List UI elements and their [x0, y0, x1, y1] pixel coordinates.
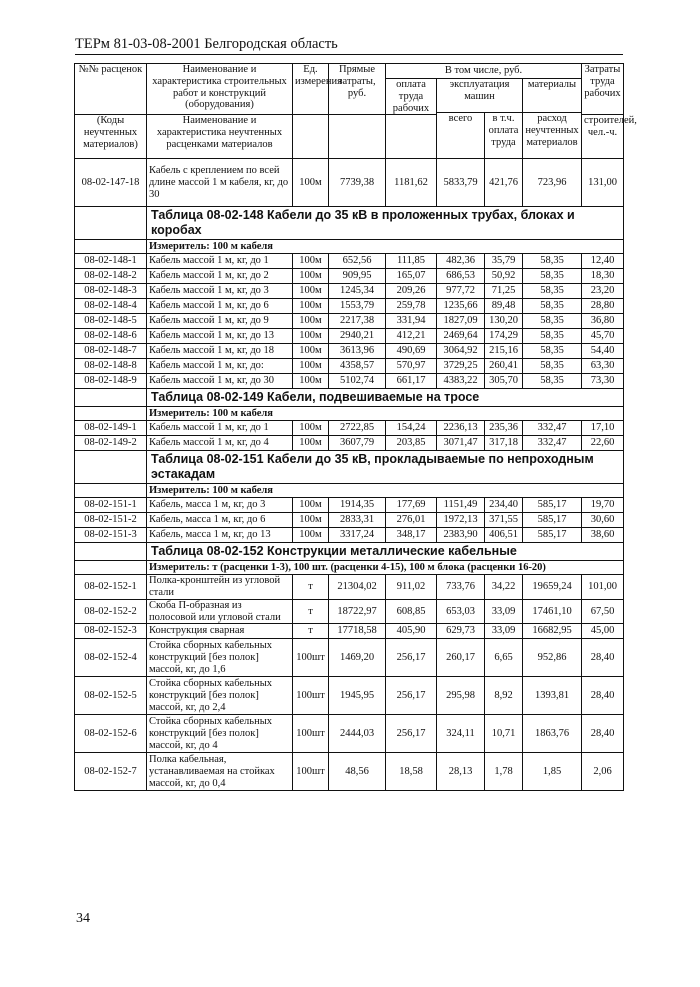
rate-code: 08-02-148-7	[75, 344, 147, 359]
direct-costs: 1945,95	[329, 677, 386, 715]
wages: 490,69	[386, 344, 437, 359]
unit: 100м	[293, 329, 329, 344]
direct-costs: 3607,79	[329, 436, 386, 451]
wages: 111,85	[386, 254, 437, 269]
machine-wages: 260,41	[485, 359, 523, 374]
work-name: Кабель массой 1 м, кг, до 1	[147, 254, 293, 269]
materials: 58,35	[523, 314, 582, 329]
machine-wages: 33,09	[485, 599, 523, 624]
materials: 952,86	[523, 639, 582, 677]
header-machine-wages: в т.ч. оплата труда	[485, 113, 523, 159]
measure-row	[75, 240, 624, 254]
unit: 100м	[293, 421, 329, 436]
machine-wages: 33,09	[485, 624, 523, 639]
machine-wages: 8,92	[485, 677, 523, 715]
work-name: Кабель массой 1 м, кг, до:	[147, 359, 293, 374]
work-name: Кабель массой 1 м, кг, до 13	[147, 329, 293, 344]
machine-wages: 35,79	[485, 254, 523, 269]
rate-code: 08-02-148-9	[75, 374, 147, 389]
rate-code: 08-02-151-2	[75, 513, 147, 528]
rate-code: 08-02-149-2	[75, 436, 147, 451]
unit: 100шт	[293, 715, 329, 753]
labor-costs: 36,80	[582, 314, 624, 329]
materials: 1393,81	[523, 677, 582, 715]
measure-text: Измеритель: т (расценки 1-3), 100 шт. (расценки 4-15), 100 м блока (расценки 16-20)	[147, 561, 624, 575]
table-row	[75, 715, 624, 753]
wages: 608,85	[386, 599, 437, 624]
section-title-blank	[75, 207, 147, 240]
materials: 1863,76	[523, 715, 582, 753]
direct-costs: 3613,96	[329, 344, 386, 359]
section-title: Таблица 08-02-148 Кабели до 35 кВ в проложенных трубах, блоках и коробах	[147, 207, 624, 240]
machine-wages: 317,18	[485, 436, 523, 451]
machine-costs: 482,36	[437, 254, 485, 269]
labor-costs: 28,40	[582, 715, 624, 753]
wages: 209,26	[386, 284, 437, 299]
table-row	[75, 639, 624, 677]
direct-costs: 909,95	[329, 269, 386, 284]
rate-code: 08-02-152-6	[75, 715, 147, 753]
table-row	[75, 599, 624, 624]
header-unit-blank	[293, 115, 329, 159]
measure-text: Измеритель: 100 м кабеля	[147, 484, 624, 498]
machine-costs: 1151,49	[437, 498, 485, 513]
table-row	[75, 677, 624, 715]
header-rule	[75, 54, 623, 55]
labor-costs: 131,00	[582, 159, 624, 207]
work-name: Стойка сборных кабельных конструкций [без полок] массой, кг, до 2,4	[147, 677, 293, 715]
rate-code: 08-02-148-8	[75, 359, 147, 374]
rate-code: 08-02-152-2	[75, 599, 147, 624]
work-name: Кабель массой 1 м, кг, до 6	[147, 299, 293, 314]
direct-costs: 2217,38	[329, 314, 386, 329]
direct-costs: 21304,02	[329, 575, 386, 600]
direct-costs: 652,56	[329, 254, 386, 269]
machine-wages: 305,70	[485, 374, 523, 389]
machine-costs: 324,11	[437, 715, 485, 753]
header-machine-total: всего	[437, 113, 485, 159]
work-name: Кабель, масса 1 м, кг, до 6	[147, 513, 293, 528]
price-table	[74, 63, 637, 791]
labor-costs: 73,30	[582, 374, 624, 389]
labor-costs: 12,40	[582, 254, 624, 269]
wages: 256,17	[386, 639, 437, 677]
section-title-blank	[75, 389, 147, 407]
unit: 100м	[293, 436, 329, 451]
section-title-row	[75, 207, 624, 240]
materials: 58,35	[523, 269, 582, 284]
rate-code: 08-02-148-1	[75, 254, 147, 269]
machine-wages: 371,55	[485, 513, 523, 528]
machine-wages: 421,76	[485, 159, 523, 207]
wages: 661,17	[386, 374, 437, 389]
direct-costs: 2444,03	[329, 715, 386, 753]
machine-costs: 653,03	[437, 599, 485, 624]
table-row	[75, 374, 624, 389]
wages: 570,97	[386, 359, 437, 374]
rate-code: 08-02-152-1	[75, 575, 147, 600]
labor-costs: 18,30	[582, 269, 624, 284]
section-title-row	[75, 389, 624, 407]
machine-costs: 3071,47	[437, 436, 485, 451]
unit: т	[293, 599, 329, 624]
machine-costs: 1972,13	[437, 513, 485, 528]
section-title-row	[75, 543, 624, 561]
labor-costs: 23,20	[582, 284, 624, 299]
labor-costs: 45,00	[582, 624, 624, 639]
work-name: Кабель массой 1 м, кг, до 1	[147, 421, 293, 436]
labor-costs: 19,70	[582, 498, 624, 513]
materials: 585,17	[523, 528, 582, 543]
unit: 100шт	[293, 639, 329, 677]
work-name: Кабель массой 1 м, кг, до 4	[147, 436, 293, 451]
direct-costs: 17718,58	[329, 624, 386, 639]
direct-costs: 3317,24	[329, 528, 386, 543]
work-name: Стойка сборных кабельных конструкций [без полок] массой, кг, до 4	[147, 715, 293, 753]
labor-costs: 17,10	[582, 421, 624, 436]
machine-costs: 2383,90	[437, 528, 485, 543]
table-row	[75, 314, 624, 329]
rate-code: 08-02-148-6	[75, 329, 147, 344]
machine-wages: 71,25	[485, 284, 523, 299]
table-row	[75, 284, 624, 299]
machine-wages: 34,22	[485, 575, 523, 600]
materials: 58,35	[523, 329, 582, 344]
direct-costs: 7739,38	[329, 159, 386, 207]
table-row	[75, 528, 624, 543]
table-row	[75, 575, 624, 600]
measure-blank	[75, 484, 147, 498]
machine-costs: 295,98	[437, 677, 485, 715]
machine-costs: 3064,92	[437, 344, 485, 359]
header-code: №№ расценок	[75, 64, 147, 115]
wages: 1181,62	[386, 159, 437, 207]
machine-wages: 130,20	[485, 314, 523, 329]
materials: 585,17	[523, 498, 582, 513]
unit: 100м	[293, 284, 329, 299]
materials: 332,47	[523, 436, 582, 451]
header-unit: Ед. измерения	[293, 64, 329, 115]
materials: 58,35	[523, 374, 582, 389]
machine-costs: 733,76	[437, 575, 485, 600]
header-labor: Затраты труда рабочих	[582, 64, 624, 115]
wages: 276,01	[386, 513, 437, 528]
table-row	[75, 359, 624, 374]
unit: 100м	[293, 498, 329, 513]
measure-row	[75, 561, 624, 575]
rate-code: 08-02-147-18	[75, 159, 147, 207]
unit: 100м	[293, 314, 329, 329]
machine-costs: 1827,09	[437, 314, 485, 329]
work-name: Кабель массой 1 м, кг, до 9	[147, 314, 293, 329]
header-wages: оплата труда рабочих	[386, 79, 437, 115]
materials: 332,47	[523, 421, 582, 436]
materials: 17461,10	[523, 599, 582, 624]
machine-costs: 5833,79	[437, 159, 485, 207]
labor-costs: 28,40	[582, 677, 624, 715]
table-row	[75, 436, 624, 451]
wages: 348,17	[386, 528, 437, 543]
measure-text: Измеритель: 100 м кабеля	[147, 407, 624, 421]
rate-code: 08-02-151-3	[75, 528, 147, 543]
table-row	[75, 254, 624, 269]
measure-row	[75, 407, 624, 421]
wages: 405,90	[386, 624, 437, 639]
unit: 100м	[293, 528, 329, 543]
wages: 412,21	[386, 329, 437, 344]
header-code-sub: (Коды неучтенных материалов)	[75, 115, 147, 159]
wages: 177,69	[386, 498, 437, 513]
machine-wages: 1,78	[485, 753, 523, 791]
labor-costs: 28,40	[582, 639, 624, 677]
labor-costs: 45,70	[582, 329, 624, 344]
measure-row	[75, 484, 624, 498]
unit: 100м	[293, 359, 329, 374]
materials: 16682,95	[523, 624, 582, 639]
rate-code: 08-02-152-4	[75, 639, 147, 677]
machine-wages: 406,51	[485, 528, 523, 543]
section-title: Таблица 08-02-151 Кабели до 35 кВ, прокладываемые по непроходным эстакадам	[147, 451, 624, 484]
direct-costs: 1553,79	[329, 299, 386, 314]
machine-costs: 4383,22	[437, 374, 485, 389]
work-name: Скоба П-образная из полосовой или угловой стали	[147, 599, 293, 624]
measure-text: Измеритель: 100 м кабеля	[147, 240, 624, 254]
materials: 58,35	[523, 299, 582, 314]
machine-wages: 215,16	[485, 344, 523, 359]
section-title-row	[75, 451, 624, 484]
work-name: Полка кабельная, устанавливаемая на стойках массой, кг, до 0,4	[147, 753, 293, 791]
machine-wages: 50,92	[485, 269, 523, 284]
labor-costs: 2,06	[582, 753, 624, 791]
machine-costs: 2469,64	[437, 329, 485, 344]
labor-costs: 101,00	[582, 575, 624, 600]
table-row	[75, 421, 624, 436]
page-number: 34	[76, 911, 90, 926]
rate-code: 08-02-149-1	[75, 421, 147, 436]
work-name: Кабель массой 1 м, кг, до 18	[147, 344, 293, 359]
rate-code: 08-02-152-5	[75, 677, 147, 715]
unit: 100шт	[293, 753, 329, 791]
table-row	[75, 329, 624, 344]
unit: 100м	[293, 299, 329, 314]
machine-wages: 235,36	[485, 421, 523, 436]
machine-wages: 174,29	[485, 329, 523, 344]
direct-costs: 1245,34	[329, 284, 386, 299]
direct-costs: 5102,74	[329, 374, 386, 389]
header-including: В том числе, руб.	[386, 64, 582, 79]
wages: 203,85	[386, 436, 437, 451]
work-name: Конструкция сварная	[147, 624, 293, 639]
labor-costs: 38,60	[582, 528, 624, 543]
direct-costs: 4358,57	[329, 359, 386, 374]
header-wages-blank	[386, 115, 437, 159]
wages: 256,17	[386, 715, 437, 753]
header-direct-costs: Прямые затраты, руб.	[329, 64, 386, 115]
machine-costs: 686,53	[437, 269, 485, 284]
rate-code: 08-02-148-5	[75, 314, 147, 329]
header-machines: эксплуатация машин	[437, 79, 523, 113]
machine-wages: 6,65	[485, 639, 523, 677]
unit: 100м	[293, 344, 329, 359]
machine-wages: 89,48	[485, 299, 523, 314]
labor-costs: 63,30	[582, 359, 624, 374]
wages: 331,94	[386, 314, 437, 329]
unit: 100м	[293, 254, 329, 269]
machine-costs: 260,17	[437, 639, 485, 677]
section-title: Таблица 08-02-152 Конструкции металлические кабельные	[147, 543, 624, 561]
section-title: Таблица 08-02-149 Кабели, подвешиваемые на тросе	[147, 389, 624, 407]
work-name: Кабель массой 1 м, кг, до 3	[147, 284, 293, 299]
section-title-blank	[75, 543, 147, 561]
direct-costs: 2940,21	[329, 329, 386, 344]
measure-blank	[75, 407, 147, 421]
labor-costs: 30,60	[582, 513, 624, 528]
table-row	[75, 513, 624, 528]
work-name: Кабель, масса 1 м, кг, до 13	[147, 528, 293, 543]
wages: 154,24	[386, 421, 437, 436]
direct-costs: 2833,31	[329, 513, 386, 528]
materials: 58,35	[523, 359, 582, 374]
labor-costs: 28,80	[582, 299, 624, 314]
direct-costs: 1469,20	[329, 639, 386, 677]
work-name: Кабель массой 1 м, кг, до 30	[147, 374, 293, 389]
rate-code: 08-02-151-1	[75, 498, 147, 513]
materials: 1,85	[523, 753, 582, 791]
unit: 100м	[293, 513, 329, 528]
work-name: Стойка сборных кабельных конструкций [без полок] массой, кг, до 1,6	[147, 639, 293, 677]
labor-costs: 22,60	[582, 436, 624, 451]
header-name-sub: Наименование и характеристика неучтенных расценками материалов	[147, 115, 293, 159]
wages: 911,02	[386, 575, 437, 600]
table-row	[75, 344, 624, 359]
unit: т	[293, 624, 329, 639]
header-direct-blank	[329, 115, 386, 159]
machine-costs: 3729,25	[437, 359, 485, 374]
direct-costs: 18722,97	[329, 599, 386, 624]
machine-wages: 234,40	[485, 498, 523, 513]
machine-costs: 28,13	[437, 753, 485, 791]
unit: 100шт	[293, 677, 329, 715]
table-row	[75, 269, 624, 284]
table-row	[75, 299, 624, 314]
rate-code: 08-02-148-3	[75, 284, 147, 299]
rate-code: 08-02-152-3	[75, 624, 147, 639]
unit: 100м	[293, 159, 329, 207]
materials: 58,35	[523, 254, 582, 269]
rate-code: 08-02-148-2	[75, 269, 147, 284]
materials: 19659,24	[523, 575, 582, 600]
table-row	[75, 624, 624, 639]
header-materials: материалы	[523, 79, 582, 113]
materials: 723,96	[523, 159, 582, 207]
section-title-blank	[75, 451, 147, 484]
machine-costs: 629,73	[437, 624, 485, 639]
wages: 256,17	[386, 677, 437, 715]
wages: 18,58	[386, 753, 437, 791]
labor-costs: 67,50	[582, 599, 624, 624]
rate-code: 08-02-148-4	[75, 299, 147, 314]
machine-costs: 2236,13	[437, 421, 485, 436]
work-name: Кабель с креплением по всей длине массой 1 м кабеля, кг, до 30	[147, 159, 293, 207]
work-name: Кабель массой 1 м, кг, до 2	[147, 269, 293, 284]
table-row	[75, 753, 624, 791]
wages: 259,78	[386, 299, 437, 314]
running-head: ТЕРм 81-03-08-2001 Белгородская область	[75, 36, 338, 52]
measure-blank	[75, 561, 147, 575]
machine-costs: 1235,66	[437, 299, 485, 314]
header-name: Наименование и характеристика строительных работ и конструкций (оборудования)	[147, 64, 293, 115]
header-labor-sub: строителей, чел.-ч.	[582, 115, 624, 159]
header-unaccounted-materials: расход неучтенных материалов	[523, 113, 582, 159]
measure-blank	[75, 240, 147, 254]
materials: 58,35	[523, 344, 582, 359]
work-name: Кабель, масса 1 м, кг, до 3	[147, 498, 293, 513]
wages: 165,07	[386, 269, 437, 284]
labor-costs: 54,40	[582, 344, 624, 359]
unit: т	[293, 575, 329, 600]
unit: 100м	[293, 269, 329, 284]
direct-costs: 1914,35	[329, 498, 386, 513]
table-row	[75, 159, 624, 207]
direct-costs: 2722,85	[329, 421, 386, 436]
table-row	[75, 498, 624, 513]
machine-costs: 977,72	[437, 284, 485, 299]
unit: 100м	[293, 374, 329, 389]
work-name: Полка-кронштейн из угловой стали	[147, 575, 293, 600]
materials: 58,35	[523, 284, 582, 299]
rate-code: 08-02-152-7	[75, 753, 147, 791]
materials: 585,17	[523, 513, 582, 528]
direct-costs: 48,56	[329, 753, 386, 791]
machine-wages: 10,71	[485, 715, 523, 753]
